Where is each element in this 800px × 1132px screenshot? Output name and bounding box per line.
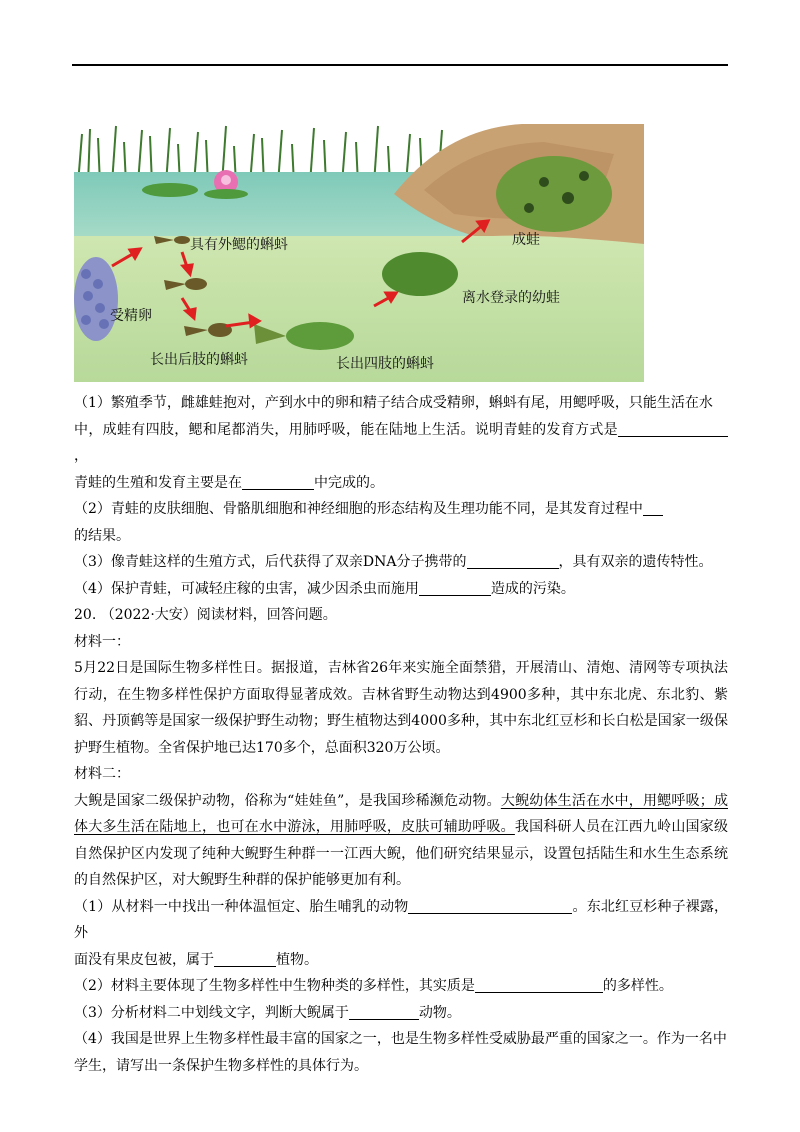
answer-blank[interactable] bbox=[419, 579, 491, 596]
label-fertilized-egg: 受精卵 bbox=[110, 308, 152, 324]
label-hind-legs-tadpole: 长出后肢的蝌蚪 bbox=[150, 352, 248, 368]
q19-part3: （3）像青蛙这样的生殖方式，后代获得了双亲DNA分子携带的 ，具有双亲的遗传特性。 bbox=[74, 554, 713, 570]
answer-blank[interactable] bbox=[214, 950, 276, 967]
q20-part2: （2）材料主要体现了生物多样性中生物种类的多样性，其实质是 的多样性。 bbox=[74, 978, 673, 994]
q20-part3: （3）分析材料二中划线文字，判断大鲵属于 动物。 bbox=[74, 1004, 461, 1021]
frog-life-cycle-illustration bbox=[74, 124, 644, 382]
answer-blank[interactable] bbox=[349, 1003, 419, 1020]
answer-blank[interactable] bbox=[467, 552, 559, 569]
answer-blank[interactable] bbox=[242, 473, 314, 490]
q20-part1: （1）从材料一中找出一种体温恒定、胎生哺乳的动物 。东北红豆杉种子裸露，外 面没有果皮包被，属于 植物。 bbox=[74, 898, 729, 968]
q20-part4: （4）我国是世界上生物多样性最丰富的国家之一，也是生物多样性受威胁最严重的国家之一。作为一名中 学生，请写出一条保护生物多样性的具体行为。 bbox=[74, 1031, 727, 1074]
answer-blank[interactable] bbox=[475, 976, 603, 993]
question-content bbox=[74, 390, 728, 1079]
egg-mass bbox=[74, 257, 118, 341]
label-external-gill-tadpole: 具有外鳃的蝌蚪 bbox=[190, 237, 288, 253]
answer-blank[interactable] bbox=[408, 897, 572, 914]
label-froglet: 离水登录的幼蛙 bbox=[462, 290, 560, 306]
q19-part2: （2）青蛙的皮肤细胞、骨骼肌细胞和神经细胞的形态结构及生理功能不同，是其发育过程中 的结果。 bbox=[74, 496, 728, 549]
material-two-title: 材料二： bbox=[74, 766, 130, 782]
q20-header: 20. （2022·大安）阅读材料，回答问题。 bbox=[74, 607, 337, 623]
q19-part4: （4）保护青蛙，可减轻庄稼的虫害，减少因杀虫而施用 造成的污染。 bbox=[74, 580, 575, 597]
four-legged-tadpole bbox=[286, 322, 354, 350]
answer-blank[interactable] bbox=[643, 499, 663, 516]
adult-frog bbox=[496, 156, 612, 232]
lily-pad bbox=[142, 183, 198, 197]
material-one-title: 材料一： bbox=[74, 633, 130, 650]
header-rule bbox=[72, 64, 728, 66]
label-adult-frog: 成蛙 bbox=[512, 232, 540, 248]
label-four-legs-tadpole: 长出四肢的蝌蚪 bbox=[336, 356, 434, 372]
frog-life-cycle-figure bbox=[74, 124, 644, 382]
underlined-text: 大鲵幼体生活在水中，用鳃呼吸；成体大多生活在陆地上，也可在水中游泳，用肺呼吸，皮肤可辅助呼吸。 bbox=[74, 792, 728, 835]
answer-blank[interactable] bbox=[618, 420, 728, 437]
material-one-text: 5月22日是国际生物多样性日。据报道，吉林省26年来实施全面禁猎，开展清山、清炮、清网等专项执法行动，在生物多样性保护方面取得显著成效。吉林省野生动物达到4900多种，其中东北虎、东北豹、紫貂、丹顶鹤等是国家一级保护野生动物；野生植物达到4000多种，其中东北红豆杉和长白松是国家一级保护野生植物。全省保护地已达170多个，总面积320万公顷。 bbox=[74, 660, 728, 756]
froglet bbox=[382, 252, 458, 296]
material-two-text: 大鲵是国家二级保护动物，俗称为“娃娃鱼”，是我国珍稀濒危动物。大鲵幼体生活在水中，用鳃呼吸；成体大多生活在陆地上，也可在水中游泳，用肺呼吸，皮肤可辅助呼吸。我国科研人员在江西九岭山国家级自然保护区内发现了纯种大鲵野生种群一一江西大鲵，他们研究结果显示，设置包括陆生和水生生态系统的自然保护区，对大鲵野生种群的保护能够更加有利。 bbox=[74, 792, 729, 888]
q19-part1: （1）繁殖季节，雌雄蛙抱对，产到水中的卵和精子结合成受精卵，蝌蚪有尾，用鳃呼吸，只能生活在水 中，成蛙有四肢，鳃和尾都消失，用肺呼吸，能在陆地上生活。说明青蛙的发育方式是， 青蛙的生殖和发育主要是在 中完成的。 bbox=[74, 390, 728, 496]
